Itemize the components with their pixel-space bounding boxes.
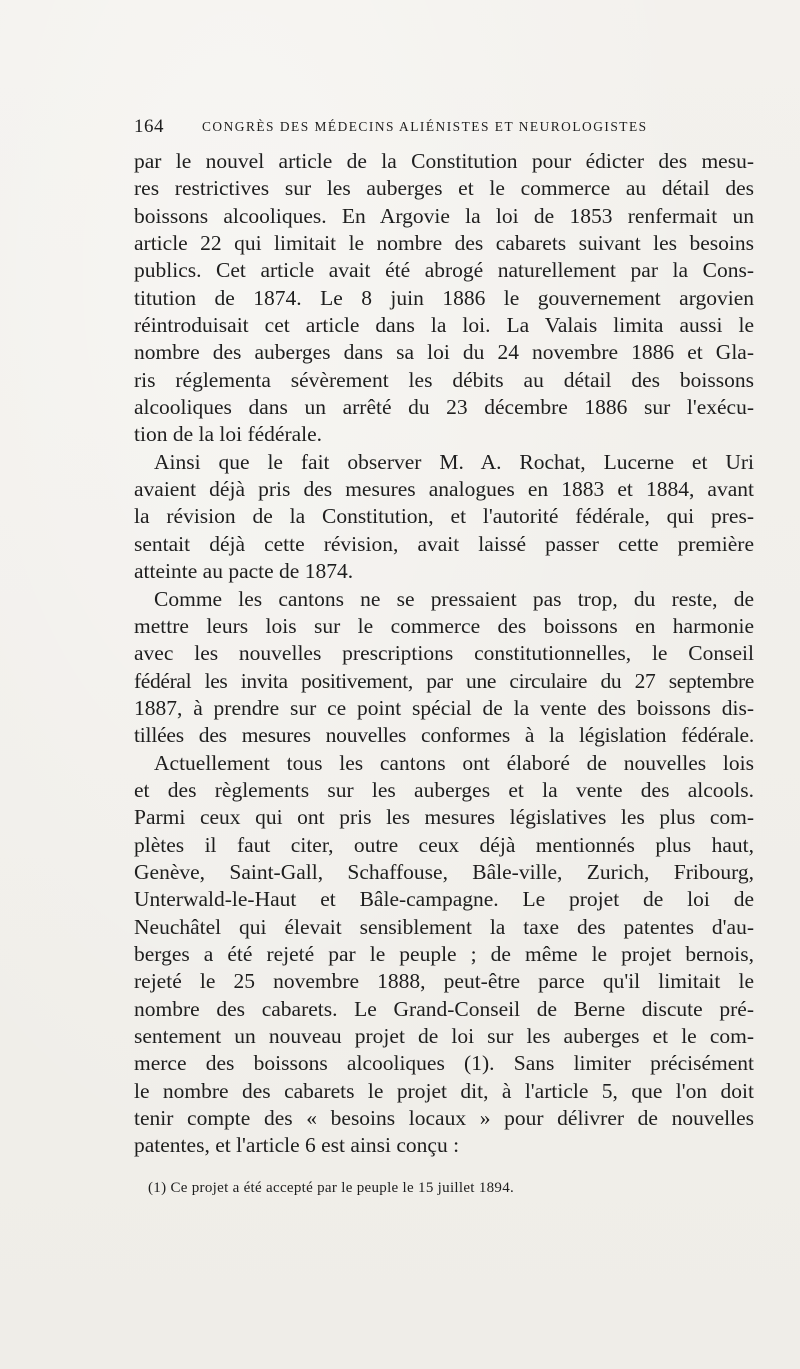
text-line: la révision de la Constitution, et l'autorité fédérale, qui pres- — [134, 504, 754, 529]
text-line: Unterwald-le-Haut et Bâle-campagne. Le projet de loi de — [134, 887, 754, 912]
text-line: tillées des mesures nouvelles conformes à la législation fédérale. — [134, 723, 754, 748]
text-line: le nombre des cabarets le projet dit, à l'article 5, que l'on doit — [134, 1078, 754, 1103]
body-text — [134, 148, 754, 1160]
text-line: merce des boissons alcooliques (1). Sans limiter précisément — [134, 1051, 754, 1076]
text-line: plètes il faut citer, outre ceux déjà mentionnés plus haut, — [134, 832, 754, 857]
text-line: berges a été rejeté par le peuple ; de même le projet bernois, — [134, 941, 754, 966]
text-line: sentement un nouveau projet de loi sur les auberges et le com- — [134, 1024, 754, 1048]
text-line: article 22 qui limitait le nombre des cabarets suivant les besoins — [134, 231, 754, 256]
text-line: Genève, Saint-Gall, Schaffouse, Bâle-ville, Zurich, Fribourg, — [134, 859, 754, 884]
text-line: sentait déjà cette révision, avait laissé passer cette première — [134, 531, 754, 556]
text-line: rejeté le 25 novembre 1888, peut-être parce qu'il limitait le — [134, 969, 754, 994]
text-line: Actuellement tous les cantons ont élaboré de nouvelles lois — [154, 750, 754, 775]
text-line: et des règlements sur les auberges et la vente des alcools. — [134, 777, 754, 802]
text-line: avec les nouvelles prescriptions constitutionnelles, le Conseil — [134, 641, 754, 666]
text-line: par le nouvel article de la Constitution pour édicter des mesu- — [134, 149, 754, 173]
footnote: (1) Ce projet a été accepté par le peuple le 15 juillet 1894. — [148, 1180, 515, 1196]
text-line: tenir compte des « besoins locaux » pour délivrer de nouvelles — [134, 1106, 754, 1131]
text-line: Parmi ceux qui ont pris les mesures législatives les plus com- — [134, 805, 754, 830]
text-line: alcooliques dans un arrêté du 23 décembre 1886 sur l'exécu- — [134, 395, 754, 420]
text-line: Neuchâtel qui élevait sensiblement la taxe des patentes d'au- — [134, 914, 754, 939]
text-line: nombre des auberges dans sa loi du 24 novembre 1886 et Gla- — [134, 340, 754, 365]
text-line: atteinte au pacte de 1874. — [134, 559, 354, 584]
text-line: res restrictives sur les auberges et le commerce au détail des — [134, 176, 754, 201]
text-line: boissons alcooliques. En Argovie la loi de 1853 renfermait un — [134, 203, 754, 228]
text-line: avaient déjà pris des mesures analogues en 1883 et 1884, avant — [134, 477, 754, 502]
text-line: patentes, et l'article 6 est ainsi conçu : — [134, 1133, 460, 1158]
page-header — [134, 116, 694, 140]
page-number: 164 — [134, 116, 164, 137]
text-line: réintroduisait cet article dans la loi. La Valais limita aussi le — [134, 313, 754, 338]
text-line: Ainsi que le fait observer M. A. Rochat, Lucerne et Uri — [154, 449, 754, 474]
text-line: mettre leurs lois sur le commerce des boissons en harmonie — [134, 613, 754, 638]
running-head: CONGRÈS DES MÉDECINS ALIÉNISTES ET NEUROLOGISTES — [202, 119, 648, 134]
text-line: fédéral les invita positivement, par une circulaire du 27 septembre — [134, 668, 754, 693]
text-line: tion de la loi fédérale. — [134, 422, 323, 447]
text-line: nombre des cabarets. Le Grand-Conseil de Berne discute pré- — [134, 996, 754, 1021]
text-line: 1887, à prendre sur ce point spécial de la vente des boissons dis- — [134, 695, 754, 720]
text-line: Comme les cantons ne se pressaient pas trop, du reste, de — [154, 586, 754, 611]
text-line: titution de 1874. Le 8 juin 1886 le gouvernement argovien — [134, 285, 754, 310]
text-line: publics. Cet article avait été abrogé naturellement par la Cons- — [134, 258, 754, 283]
text-line: ris réglementa sévèrement les débits au détail des boissons — [134, 367, 754, 392]
